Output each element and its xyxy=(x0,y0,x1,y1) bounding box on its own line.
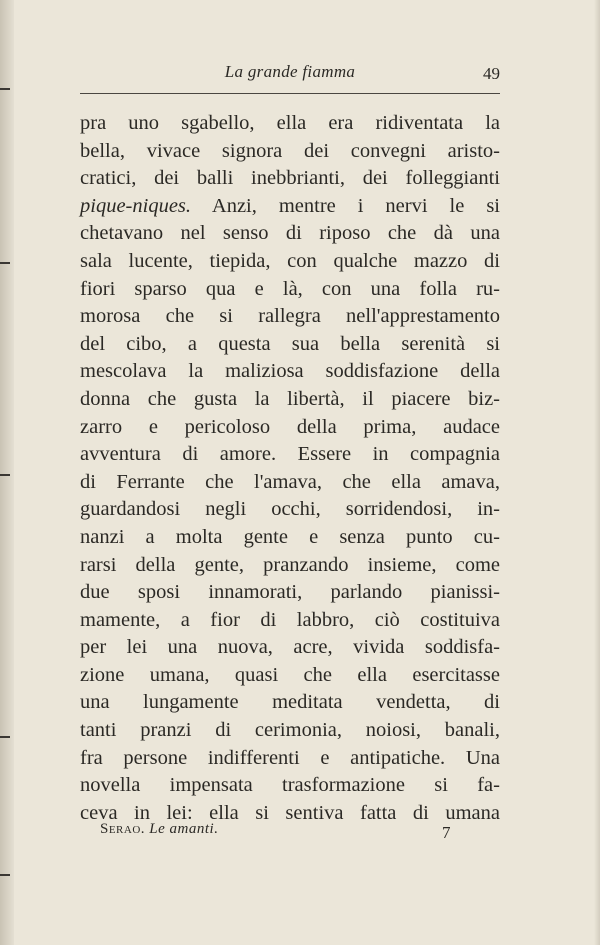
text-line: pra uno sgabello, ella era ridiventata la xyxy=(80,112,500,134)
margin-tick xyxy=(0,874,10,876)
footer-author: Serao. xyxy=(100,821,146,837)
text-line: sala lucente, tiepida, con qualche mazzo di xyxy=(80,249,500,272)
text-line: pique-niques. Anzi, mentre i nervi le si xyxy=(80,194,500,217)
signature-mark: 7 xyxy=(442,823,451,842)
text-line: chetavano nel senso di riposo che dà una xyxy=(80,222,500,245)
text-line: zarro e pericoloso della prima, audace xyxy=(80,415,500,438)
header-rule xyxy=(80,93,500,94)
text-line: mamente, a fior di labbro, ciò costituiva xyxy=(80,608,500,631)
margin-tick xyxy=(0,736,10,738)
text-line: due sposi innamorati, parlando pianissi- xyxy=(80,581,500,604)
margin-tick xyxy=(0,88,10,90)
text-line: avventura di amore. Essere in compagnia xyxy=(80,443,500,466)
text-line: novella impensata trasformazione si fa- xyxy=(80,774,500,797)
text-line: bella, vivace signora dei convegni aristo- xyxy=(80,139,500,162)
footer-signature xyxy=(100,821,218,838)
text-line: del cibo, a questa sua bella serenità si xyxy=(80,332,500,355)
text-line: nanzi a molta gente e senza punto cu- xyxy=(80,525,500,548)
text-line: una lungamente meditata vendetta, di xyxy=(80,691,500,714)
body-text xyxy=(80,110,500,827)
text-line: per lei una nuova, acre, vivida soddisfa- xyxy=(80,636,500,659)
margin-tick xyxy=(0,474,10,476)
footer-book-title: Le amanti. xyxy=(149,821,219,837)
page-number: 49 xyxy=(483,64,500,83)
text-line: rarsi della gente, pranzando insieme, come xyxy=(80,553,500,576)
text-line: cratici, dei balli inebbrianti, dei folleggianti xyxy=(80,167,500,190)
text-line: mescolava la maliziosa soddisfazione della xyxy=(80,360,500,383)
text-line: ceva in lei: ella si sentiva fatta di umana xyxy=(80,801,500,824)
page-header xyxy=(80,58,500,88)
margin-tick xyxy=(0,262,10,264)
text-line: di Ferrante che l'amava, che ella amava, xyxy=(80,470,500,493)
text-line: zione umana, quasi che ella esercitasse xyxy=(80,663,500,686)
text-line: fra persone indifferenti e antipatiche. Una xyxy=(80,746,500,769)
page-gutter-shadow xyxy=(0,0,14,945)
page-footer xyxy=(80,821,500,847)
running-title: La grande fiamma xyxy=(224,62,356,81)
text-line: tanti pranzi di cerimonia, noiosi, banali, xyxy=(80,719,500,742)
text-line: fiori sparso qua e là, con una folla ru- xyxy=(80,277,500,300)
text-line: donna che gusta la libertà, il piacere biz- xyxy=(80,387,500,410)
page-edge-shadow xyxy=(594,0,600,945)
text-line: morosa che si rallegra nell'apprestamento xyxy=(80,305,500,328)
italic-term: pique-niques. xyxy=(80,194,192,217)
text-line: guardandosi negli occhi, sorridendosi, in- xyxy=(80,498,500,521)
